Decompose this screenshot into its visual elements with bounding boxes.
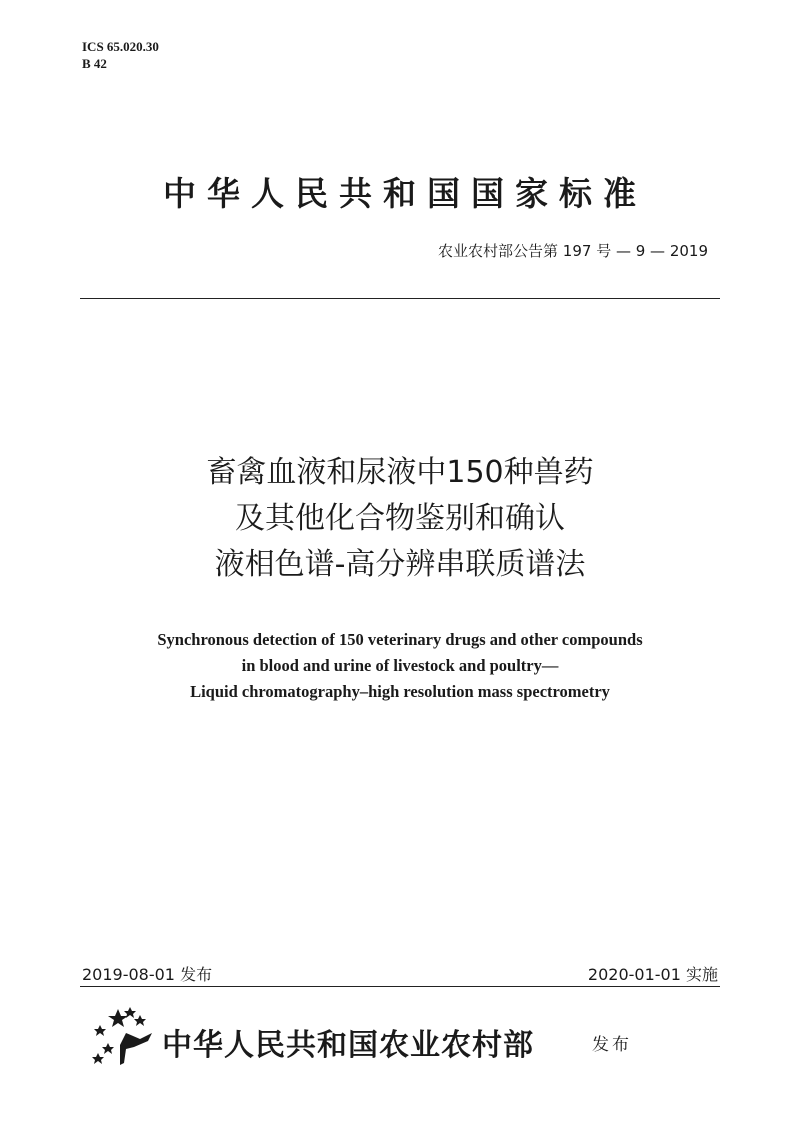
classification-codes xyxy=(82,38,159,72)
ics-code: ICS 65.020.30 xyxy=(82,39,159,54)
chinese-title-line: 及其他化合物鉴别和确认 xyxy=(235,501,565,536)
english-title-line: Synchronous detection of 150 veterinary drugs and other compounds xyxy=(157,630,643,649)
standard-title: 中华人民共和国国家标准 xyxy=(163,174,647,213)
issuing-authority: 中华人民共和国农业农村部 xyxy=(162,1028,534,1063)
bottom-divider xyxy=(80,986,720,987)
top-divider xyxy=(80,298,720,299)
english-title-line: Liquid chromatography–high resolution mass spectrometry xyxy=(190,682,610,701)
standard-number: 农业农村部公告第 197 号 — 9 — 2019 xyxy=(438,242,708,260)
chinese-title xyxy=(0,450,800,588)
issue-date: 2019-08-01 发布 xyxy=(82,965,213,984)
chinese-title-line: 畜禽血液和尿液中150种兽药 xyxy=(206,455,594,490)
ccs-code: B 42 xyxy=(82,56,107,71)
ministry-emblem-icon xyxy=(90,1003,156,1071)
english-title xyxy=(0,627,800,705)
implementation-date: 2020-01-01 实施 xyxy=(587,965,718,984)
chinese-title-line: 液相色谱-高分辨串联质谱法 xyxy=(214,547,586,582)
publish-label: 发布 xyxy=(592,1035,632,1055)
english-title-line: in blood and urine of livestock and poultry— xyxy=(241,656,559,675)
